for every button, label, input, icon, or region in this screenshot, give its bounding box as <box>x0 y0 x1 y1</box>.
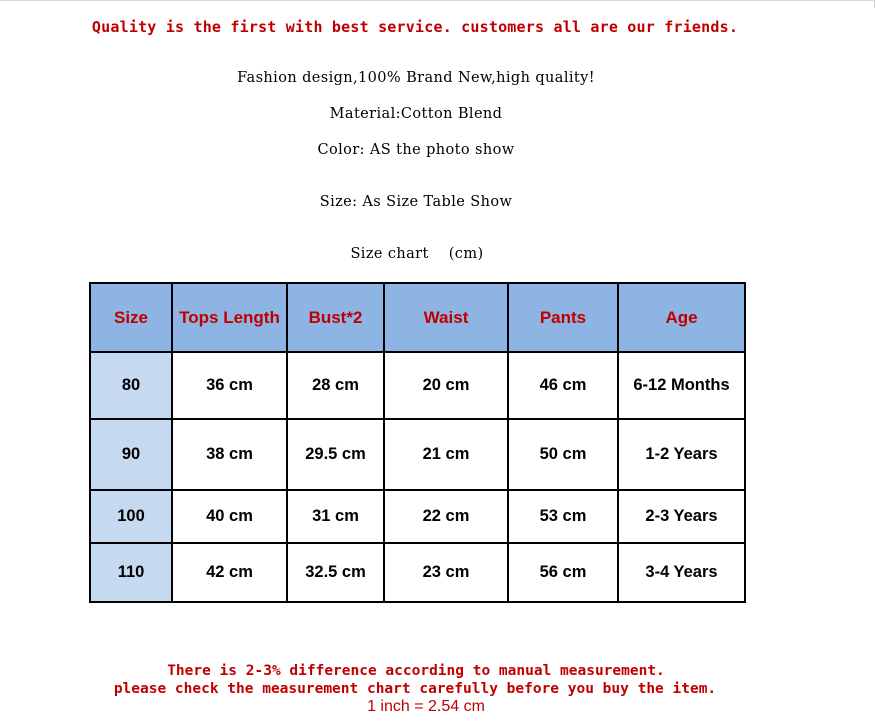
size-cell: 80 <box>90 352 172 419</box>
pants-cell: 46 cm <box>508 352 618 419</box>
header-tops-length: Tops Length <box>172 283 287 352</box>
size-cell: 110 <box>90 543 172 602</box>
table-row <box>90 543 745 602</box>
tops-length-cell: 38 cm <box>172 419 287 490</box>
table-row <box>90 352 745 419</box>
header-age: Age <box>618 283 745 352</box>
bust-cell: 28 cm <box>287 352 384 419</box>
check-chart-note: please check the measurement chart carefully before you buy the item. <box>113 681 717 697</box>
waist-cell: 23 cm <box>384 543 508 602</box>
description-color: Color: AS the photo show <box>317 142 515 158</box>
waist-cell: 20 cm <box>384 352 508 419</box>
size-table <box>89 282 746 603</box>
bust-cell: 32.5 cm <box>287 543 384 602</box>
description-quality: Fashion design,100% Brand New,high quality! <box>237 70 595 86</box>
header-bust: Bust*2 <box>287 283 384 352</box>
header-pants: Pants <box>508 283 618 352</box>
pants-cell: 53 cm <box>508 490 618 543</box>
store-slogan: Quality is the first with best service. customers all are our friends. <box>91 18 739 36</box>
tops-length-cell: 40 cm <box>172 490 287 543</box>
waist-cell: 21 cm <box>384 419 508 490</box>
tops-length-cell: 42 cm <box>172 543 287 602</box>
pants-cell: 56 cm <box>508 543 618 602</box>
age-cell: 3-4 Years <box>618 543 745 602</box>
table-header-row <box>90 283 745 352</box>
bust-cell: 31 cm <box>287 490 384 543</box>
age-cell: 1-2 Years <box>618 419 745 490</box>
size-chart-caption: Size chart (cm) <box>350 246 484 262</box>
measurement-note: There is 2-3% difference according to manual measurement. <box>167 663 665 679</box>
size-cell: 90 <box>90 419 172 490</box>
bust-cell: 29.5 cm <box>287 419 384 490</box>
top-divider <box>0 0 875 3</box>
age-cell: 2-3 Years <box>618 490 745 543</box>
table-row <box>90 419 745 490</box>
tops-length-cell: 36 cm <box>172 352 287 419</box>
header-size: Size <box>90 283 172 352</box>
description-material: Material:Cotton Blend <box>329 106 503 122</box>
header-waist: Waist <box>384 283 508 352</box>
waist-cell: 22 cm <box>384 490 508 543</box>
age-cell: 6-12 Months <box>618 352 745 419</box>
pants-cell: 50 cm <box>508 419 618 490</box>
inch-conversion: 1 inch = 2.54 cm <box>367 698 485 715</box>
size-cell: 100 <box>90 490 172 543</box>
description-size: Size: As Size Table Show <box>319 194 513 210</box>
table-row <box>90 490 745 543</box>
